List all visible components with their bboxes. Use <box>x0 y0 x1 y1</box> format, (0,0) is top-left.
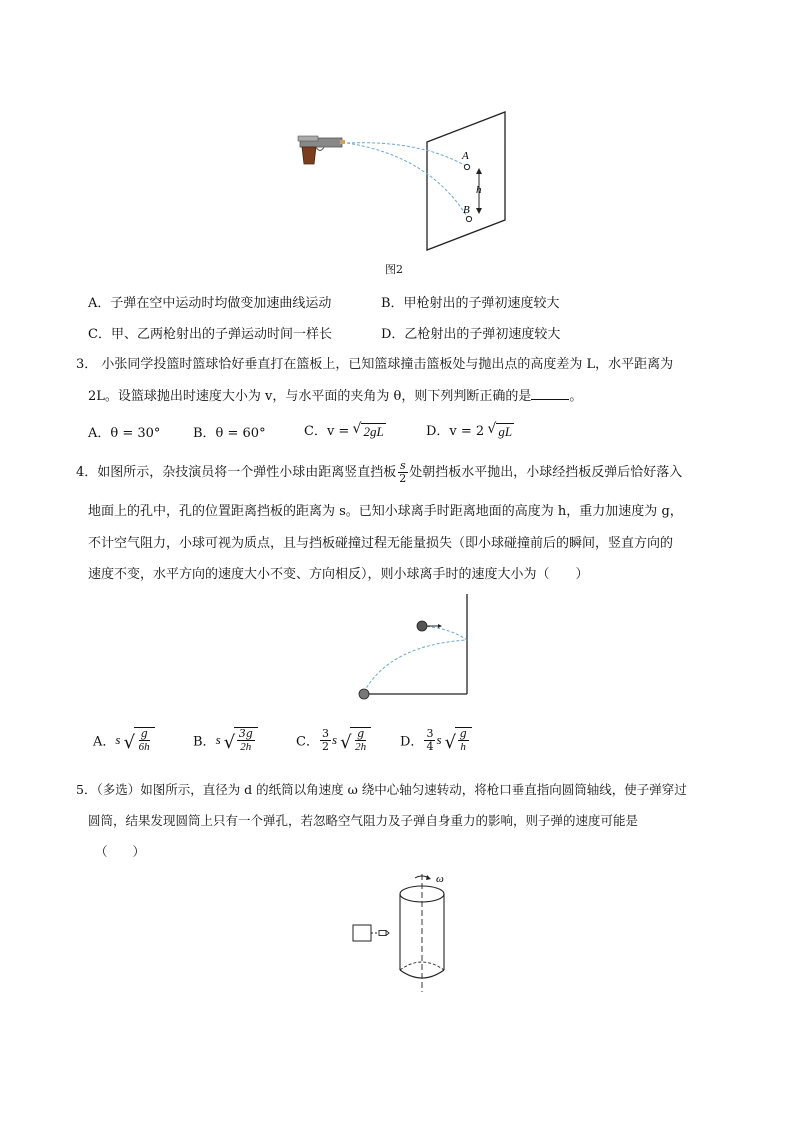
q4-line-1 <box>76 460 682 485</box>
q3-line-2-text: 2L。设篮球抛出时速度大小为 v，与水平面的夹角为 θ，则下列判断正确的是 <box>88 389 532 404</box>
q3-option-d <box>426 420 514 440</box>
q4-option-b: B．s √ $\frac{3g}{2h}$ <box>193 727 258 753</box>
q3-answer-blank <box>531 387 569 400</box>
q3-option-c-radicand: 2gL <box>363 424 384 439</box>
q3-line-2 <box>88 385 582 404</box>
trajectory-b <box>347 143 468 218</box>
q5-line-1: 5．（多选）如图所示，直径为 d 的纸筒以角速度 ω 绕中心轴匀速转动，将枪口垂直指向圆筒轴线，使子弹穿过 <box>76 782 687 797</box>
q2-option-a: A．子弹在空中运动时均做变加速曲线运动 <box>88 296 332 311</box>
q4-option-c: C． $\frac{3}{2}$ s √ $\frac{g}{2h}$ <box>296 727 371 753</box>
q4-line-2: 地面上的孔中，孔的位置距离挡板的距离为 s。已知小球离手时距离地面的高度为 h，重力加速度为 g， <box>88 504 683 519</box>
q3-option-d-radical: √ gL <box>487 421 513 439</box>
q2-option-c: C．甲、乙两枪射出的子弹运动时间一样长 <box>88 327 332 342</box>
pistol-icon <box>298 136 345 164</box>
q3-option-a: A．θ = 30° <box>88 426 161 441</box>
point-b-label: B <box>463 204 470 216</box>
q4-option-a: A．s √ $\frac{g}{6h}$ <box>93 727 155 753</box>
q4-option-c-radical: √ $\frac{g}{2h}$ <box>350 727 371 753</box>
omega-label: ω <box>436 873 444 885</box>
figure-q5-cylinder <box>345 870 465 995</box>
q4-line-4: 速度不变，水平方向的速度大小不变、方向相反），则小球离手时的速度大小为（ ） <box>88 567 589 582</box>
q4-option-d-radical: √ $\frac{g}{h}$ <box>455 727 472 753</box>
trajectory-a <box>347 143 466 166</box>
q4-fraction-s-over-2: $\frac{s}{2}$ <box>399 459 407 485</box>
q5-line-3: （ ） <box>95 844 146 859</box>
q3-option-c <box>304 420 386 440</box>
q4-line-3: 不计空气阻力，小球可视为质点，且与挡板碰撞过程无能量损失（即小球碰撞前后的瞬间，竖直方向的 <box>88 536 674 551</box>
q3-option-d-radicand: gL <box>498 424 513 439</box>
height-label: h <box>476 184 482 196</box>
q3-option-c-radical: √ 2gL <box>352 421 384 439</box>
figure-2-gun-board <box>290 108 520 258</box>
point-a-label: A <box>462 150 469 162</box>
figure-q4-ball-wall <box>350 590 475 700</box>
q4-option-b-radical: √ $\frac{3g}{2h}$ <box>234 727 258 753</box>
q3-option-d-label: D．v = 2 <box>426 424 485 439</box>
q3-line-1: 3． 小张同学投篮时篮球恰好垂直打在篮板上，已知篮球撞击篮板处与抛出点的高度差为 L，水平距离为 <box>76 357 674 372</box>
q2-option-b: B．甲枪射出的子弹初速度较大 <box>381 296 560 311</box>
q3-option-c-label: C．v = <box>304 424 350 439</box>
q3-line-2-end: 。 <box>569 389 583 404</box>
q5-line-2: 圆筒，结果发现圆筒上只有一个弹孔，若忽略空气阻力及子弹自身重力的影响，则子弹的速度可能是 <box>88 813 639 828</box>
figure-2-caption: 图2 <box>385 263 403 276</box>
q4-line-1-text: 4．如图所示，杂技演员将一个弹性小球由距离竖直挡板 <box>76 465 397 480</box>
q3-option-b: B．θ = 60° <box>193 426 266 441</box>
q4-option-d: D． $\frac{3}{4}$ s √ $\frac{g}{h}$ <box>400 727 472 753</box>
q4-option-a-radical: √ $\frac{g}{6h}$ <box>134 727 155 753</box>
target-board <box>427 112 505 250</box>
q2-option-d: D．乙枪射出的子弹初速度较大 <box>381 327 561 342</box>
q4-line-1-end: 处朝挡板水平抛出，小球经挡板反弹后恰好落入 <box>409 465 683 480</box>
